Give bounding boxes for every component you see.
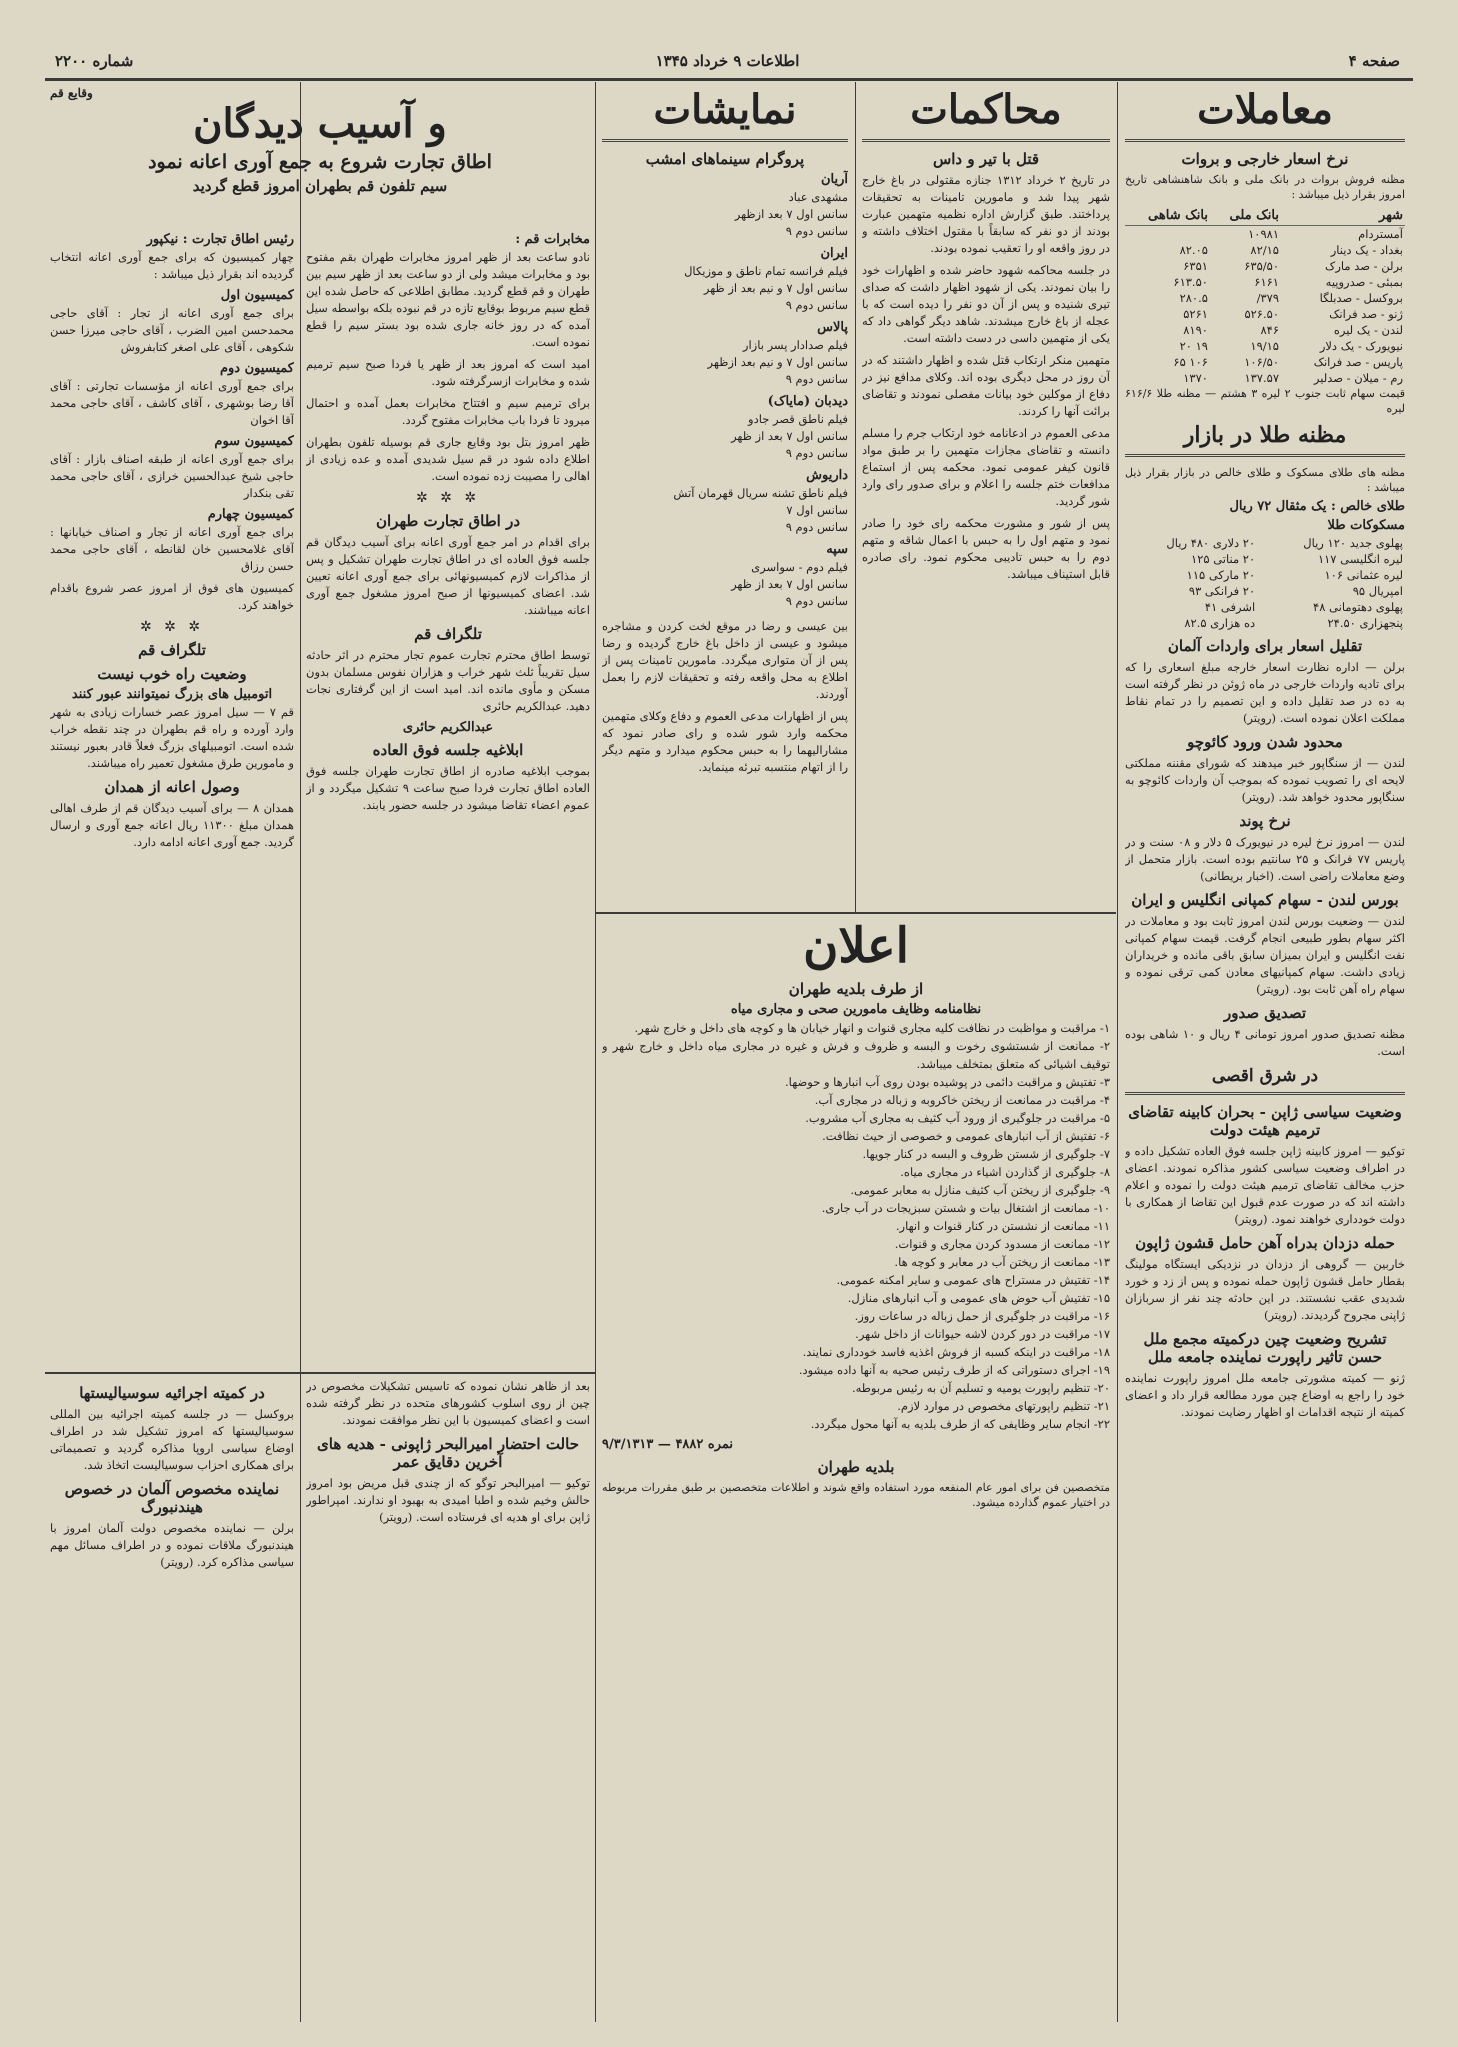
- rate-cell: ۳۷۹/: [1256, 291, 1279, 305]
- cinema-entry: [602, 320, 848, 388]
- gold-cell: ۲۰ دلاری ۴۸۰ ریال: [1166, 536, 1256, 550]
- rates-note: قیمت سهام ثابت جنوب ۲ لیره ۳ هشتم — مظنه طلا ۶۱۶/۶ لیره: [1125, 387, 1405, 415]
- list-item: ۶- تفتیش از آب انبارهای عمومی و خصوصی از حیث نظافت.: [822, 1129, 1110, 1143]
- rate-cell: پاریس - صد فرانک: [1313, 355, 1403, 369]
- gold-cell: لیره عثمانی ۱۰۶: [1324, 568, 1403, 582]
- telegram2-title: تلگراف قم: [138, 641, 206, 659]
- s2-title: محدود شدن ورود کائوچو: [1187, 733, 1343, 751]
- chamber-text: برای اقدام در امر جمع آوری اعانه برای آسیب دیدگان قم جلسه فوق العاده ای در اطاق تجارت طهران تشکیل و پس از مذاکرات لازم کمیسیونهائی برای جمع آوری اعانه تعیین شد. اعضای کمیسیونها از صبح امروز مشغول جمع آوری اعانه میباشند.: [306, 535, 590, 617]
- gold-cell: ده هزاری ۸۲.۵: [1184, 616, 1256, 630]
- rate-cell: ۶۳۵/۵۰: [1244, 259, 1279, 273]
- list-item: ۱۱- ممانعت از نشستن در کنار قنوات و انهار.: [895, 1219, 1110, 1233]
- committee-title: در کمیته اجرائیه سوسیالیستها: [79, 1384, 265, 1402]
- table-row: [1125, 354, 1405, 370]
- road-subtitle: اتومبیل های بزرگ نمیتوانند عبور کنند: [71, 687, 273, 702]
- cinema-name: پالاس: [817, 320, 848, 335]
- table-row: [1125, 338, 1405, 354]
- divider: [1117, 82, 1118, 2022]
- cinema-entry: [602, 172, 848, 240]
- announcement: [602, 918, 1110, 2018]
- table-row: [1125, 226, 1405, 243]
- rate-cell: نیویورک - یک دلار: [1319, 339, 1403, 353]
- rates-header: بانک ملی: [1210, 206, 1281, 226]
- list-item: ۱۹- اجرای دستوراتی که از طرف رئیس صحیه به آنها داده میشود.: [798, 1363, 1110, 1377]
- table-row: [1125, 583, 1405, 599]
- gold-cell: ۲۰ مارکی ۱۱۵: [1186, 568, 1256, 582]
- cinema-list: [602, 172, 848, 610]
- list-item: ۸- جلوگیری از گذاردن اشیاء در مجاری میاه.: [900, 1165, 1110, 1179]
- list-item: ۹- جلوگیری از ریختن آب کثیف منازل به معابر عمومی.: [850, 1183, 1110, 1197]
- cinema-line: فیلم دوم - سواسری: [751, 560, 848, 574]
- column-trials: [862, 86, 1110, 906]
- section-title: معاملات: [1125, 86, 1405, 142]
- gold-table: [1125, 535, 1405, 631]
- column-transactions: معاملات نرخ اسعار خارجی و بروات مظنه فروش بروات در بانک ملی و بانک شاهنشاهی تاریخ امروز بقرار ذیل میباشد : شهر بانک ملی بانک شاهی آمستردام ۱۰۹۸۱ بغداد - یک دینار ۸۲/۱۵ ۸۲.۰۵ برلن - صد مارک ۶۳۵/۵۰ ۶۳۵۱ بمبئی - صدروپیه ۶۱۶۱ ۶۱۳.۵۰ بروکسل - صدبلگا ۳۷۹/ ۲۸۰.۵ ژنو - صد فرانک ۵۲۶.۵۰ ۵۲۶۱ لندن - یک لیره ۸۴۶ ۸۱۹۰ نیویورک - یک دلار ۱۹/۱۵ ۱۹ ۲۰ پاریس - صد فرانک ۱۰۶/۵۰ ۱۰۶ ۶۵ رم - میلان - صدلیر ۱۳۷.۵۷ ۱۳۷۰ قیمت سهام ثابت جنوب ۲ لیره ۳ هشتم — مظنه طلا ۶۱۶/۶ لیره مظنه طلا در بازار مظنه های طلای مسکوک و طلای خالص در بازار بقرار ذیل میباشد : طلای خالص : یک مثقال ۷۲ ریال مسکوکات طلا پهلوی جدید ۱۲۰ ریال ۲۰ دلاری ۴۸۰ ریال لیره انگلیسی ۱۱۷ ۲۰ مناتی ۱۲۵ لیره عثمانی ۱۰۶ ۲۰ مارکی ۱۱۵ امپریال ۹۵ ۲۰ فرانکی ۹۳ پهلوی دهتومانی ۴۸ اشرفی ۴۱ پنجهزاری ۲۴.۵۰ ده هزاری ۸۲.۵ تقلیل اسعار برای واردات آلمان برلن — اداره نظارت اسعار خارجه مبلغ اسعاری را که برای تادیه واردات خارجی در ماه ژوئن در نظر گرفته است به ده در صد تقلیل داده و این تصمیم را در تمام نقاط مملکت اعلان نموده است. (رویتر) محدود شدن ورود کائوچو لندن — از سنگاپور خبر میدهند که شورای مقننه مملکتی لایحه ای را تصویب نموده که بموجب آن واردات کائوچو به سنگاپور محدود خواهد شد. (رویتر) نرخ پوند لندن — امروز نرخ لیره در نیویورک ۵ دلار و ۰۸ سنت و در پاریس ۷۷ فرانک و ۲۵ سانتیم بوده است. بازار متحمل از وضع معاملات راضی است. (اخبار بریطانی) بورس لندن - سهام کمپانی انگلیس و ایران لندن — وضعیت بورس لندن امروز ثابت بود و معاملات در اکثر سهام بطور طبیعی انجام گرفت. قیمت سهام کمپانی نفت انگلیس و ایران بمیزان سابق باقی مانده و خریداران زیادی داشت. سهام کمپانیهای معادن کمی ترقی نموده و سهام راه آهن ثابت بود. (رویتر) تصدیق صدور مظنه تصدیق صدور امروز تومانی ۴ ریال و ۱۰ شاهی بوده است. در شرق اقصی وضعیت سیاسی ژاپن - بحران کابینه تقاضای ترمیم هیئت دولت توکیو — امروز کابینه ژاپن جلسه فوق العاده تشکیل داده و در اطراف وضعیت سیاسی کشور مذاکره نمودند. اعضای حزب مخالف تقاضای ترمیم هیئت دولت را نموده و اعلام داشته اند که در صورت عدم قبول این تقاضا از همکاری با دولت خودداری خواهند نمود. (رویتر) حمله دزدان بدراه آهن حامل قشون ژاپون خاربین — گروهی از دزدان در نزدیکی ایستگاه مولینگ بقطار حامل قشون ژاپون حمله نموده و پس از زد و خورد شدیدی عقب نشستند. در این حادثه چند نفر از سربازان ژاپنی مجروح گردیدند. (رویتر) تشریح وضعیت چین درکمیته مجمع ملل حسن تاثیر راپورت نماینده جامعه ملل ژنو — کمیته مشورتی جامعه ملل امروز راپورت نماینده خود را راجع به اوضاع چین مورد مطالعه قرار داد و اعضای کمیته از نتیجه اقدامات او اظهار رضایت نمودند.: [1125, 86, 1405, 1419]
- fe1-title: وضعیت سیاسی ژاپن - بحران کابینه تقاضای ترمیم هیئت دولت: [1128, 1103, 1402, 1139]
- s5-text: مظنه تصدیق صدور امروز تومانی ۴ ریال و ۱۰ شاهی بوده است.: [1125, 1027, 1405, 1058]
- gold-pure-label: طلای خالص: [1340, 499, 1405, 514]
- separator: ✲ ✲ ✲: [415, 490, 481, 506]
- rate-cell: ۱۳۷۰: [1183, 371, 1208, 385]
- commissions-list: [50, 288, 294, 575]
- announcement-signature: بلدیه طهران: [817, 1458, 895, 1476]
- gold-cell: لیره انگلیسی ۱۱۷: [1317, 552, 1403, 566]
- rate-cell: ۱۹/۱۵: [1250, 339, 1279, 353]
- rate-cell: ۸۲.۰۵: [1179, 243, 1208, 257]
- list-item: ۳- تفتیش و مراقبت دائمی در پوشیده بودن روی آب انبارها و حوضها.: [785, 1075, 1110, 1089]
- rates-header: شهر: [1281, 206, 1405, 226]
- list-item: ۱۸- مراقبت در اینکه کسبه از فروش اغذیه فاسد خودداری نمایند.: [802, 1345, 1110, 1359]
- announcement-bottom: متخصصین فن برای امور عام المنفعه مورد استفاده واقع شوند و اطلاعات متخصصین بر طبق مقررات مربوطه در اختیار عموم گذارده میشود.: [602, 1481, 1110, 1509]
- masthead: [55, 52, 1400, 76]
- meeting-text: بموجب ابلاغیه صادره از اطاق تجارت طهران جلسه فوق العاده اطاق تجارت فردا صبح ساعت ۹ تشکیل میگردد و از عموم اعضاء تقاضا میشود در جلسه حضور یابند.: [306, 764, 590, 812]
- list-item: ۱۷- مراقبت در دور کردن لاشه حیوانات از داخل شهر.: [855, 1327, 1110, 1341]
- gold-cell: ۲۰ مناتی ۱۲۵: [1191, 552, 1256, 566]
- s1-text: برلن — اداره نظارت اسعار خارجه مبلغ اسعاری را که برای تادیه واردات خارجی در ماه ژوئن در نظر گرفته است به ده در صد تقلیل داده و این تصمیم را در تمام نقاط مملکت اعلان نموده است. (رویتر): [1125, 660, 1405, 725]
- rate-cell: بروکسل - صدبلگا: [1319, 291, 1403, 305]
- fe3-title: تشریح وضعیت چین درکمیته مجمع ملل حسن تاثیر راپورت نماینده جامعه ملل: [1143, 1330, 1387, 1366]
- table-row: [1125, 242, 1405, 258]
- divider: [595, 82, 596, 2022]
- commission-title: کمیسیون دوم: [219, 361, 294, 376]
- cinema-line: فیلم فرانسه تمام ناطق و موزیکال: [684, 264, 848, 278]
- cinema-line: سانس دوم ۹: [785, 594, 848, 608]
- rate-cell: ۱۰۶/۵۰: [1244, 355, 1279, 369]
- cinema-entry: [602, 468, 848, 536]
- case-paragraph: مدعی العموم در ادعانامه خود ارتکاب جرم را مسلم دانسته و تقاضای مجازات متهمین را بر طبق مواد قانون کیفر عمومی نمود. محکمه پس از استماع مدافعات ختم جلسه را اعلام و برای صدور رای وارد شور گردید.: [862, 426, 1110, 508]
- list-item: ۱۰- ممانعت از اشتغال بیات و شستن سبزیجات در آب جاری.: [821, 1201, 1110, 1215]
- cinema-line: مشهدی عباد: [788, 190, 848, 204]
- page-number: صفحه ۴: [1348, 52, 1400, 70]
- list-item: ۲- ممانعت از شستشوی رخوت و البسه و ظروف و فرش و غیره در مجاری میاه داخل و خارج شهر و توقیف اشیائی که متعلق بمتخلف میباشد.: [602, 1039, 1110, 1071]
- chair-name: رئیس اطاق تجارت : نیکپور: [146, 232, 294, 247]
- list-item: ۵- مراقبت در جلوگیری از ورود آب کثیف به مجاری آب مشروب.: [805, 1111, 1110, 1125]
- cinema-line: سانس دوم ۹: [785, 298, 848, 312]
- qom-subtitle: اطاق تجارت شروع به جمع آوری اعانه نمود: [148, 151, 492, 173]
- cinema-line: سانس اول ۷ و نیم بعد ازظهر: [707, 355, 848, 369]
- rate-cell: ۱۳۷.۵۷: [1244, 371, 1279, 385]
- s5-title: تصدیق صدور: [1223, 1004, 1307, 1022]
- bottom-left-block: [50, 1378, 294, 2018]
- divider: [855, 82, 856, 912]
- cinema-line: سانس دوم ۹: [785, 224, 848, 238]
- cinema-name: داریوش: [806, 468, 848, 483]
- fe3-text: ژنو — کمیته مشورتی جامعه ملل امروز راپورت نماینده خود را راجع به اوضاع چین مورد مطالعه قرار داد و اعضای کمیته از نتیجه اقدامات او اظهار رضایت نمودند.: [1125, 1371, 1405, 1419]
- telegram-text: توسط اطاق محترم تجارت عموم تجار محترم در اثر حادثه سیل تقریباً ثلث شهر خراب و هزاران نفوس مسلمان بدون مسکن و مأوی مانده اند. امید است از این گرفتاری نجات دهید. عبدالکریم حائری: [306, 648, 590, 713]
- announcement-subtitle: نظامنامه وظایف مامورین صحی و مجاری میاه: [730, 1002, 982, 1017]
- qom-paragraph: ظهر امروز بتل بود وقایع جاری قم بوسیله تلفون بطهران اطلاع داده شود در قم سیل شدیدی آمده و عده زیادی از اهالی را مصیبت زده نموده است.: [306, 435, 590, 483]
- bottom-middle-block: [306, 1378, 590, 2018]
- s3-text: لندن — امروز نرخ لیره در نیویورک ۵ دلار و ۰۸ سنت و در پاریس ۷۷ فرانک و ۲۵ سانتیم بوده است. بازار متحمل از وضع معاملات راضی است. (اخبار بریطانی): [1125, 835, 1405, 883]
- rate-cell: بمبئی - صدروپیه: [1325, 275, 1403, 289]
- table-row: [1125, 615, 1405, 631]
- qom-intro: مخابرات قم :: [515, 232, 590, 247]
- qom-column-left: [50, 228, 294, 1368]
- table-row: [1125, 258, 1405, 274]
- cinema-name: آریان: [820, 172, 848, 187]
- gold-cell: پهلوی دهتومانی ۴۸: [1313, 600, 1403, 614]
- chamber-title: در اطاق تجارت طهران: [375, 512, 520, 530]
- rate-cell: ۶۱۶۱: [1254, 275, 1279, 289]
- list-item: ۲۱- تنظیم راپورتهای مخصوص در موارد لازم.: [897, 1399, 1110, 1413]
- table-row: [1125, 290, 1405, 306]
- list-item: ۱۵- تفتیش آب حوض های عمومی و آب انبارهای منازل.: [847, 1291, 1110, 1305]
- rates-intro: مظنه فروش بروات در بانک ملی و بانک شاهنشاهی تاریخ امروز بقرار ذیل میباشد :: [1125, 173, 1405, 201]
- qom-column-middle: [306, 228, 590, 1368]
- admiral-text: توکیو — امیرالبحر توگو که از چندی قبل مریض بود امروز حالش وخیم شده و اطبا امیدی به بهبود او ندارند. امپراطور ژاپن برای او هدیه ای فرستاده است. (رویتر): [306, 1476, 590, 1524]
- divider: [45, 1372, 595, 1374]
- gold-intro: مظنه های طلای مسکوک و طلای خالص در بازار بقرار ذیل میباشد :: [1125, 466, 1405, 494]
- cinema-line: سانس اول ۷ و نیم بعد از ظهر: [703, 281, 848, 295]
- admiral-title: حالت احتضار امیرالبحر ژاپونی - هدیه های آخرین دقایق عمر: [317, 1435, 579, 1471]
- rate-cell: ۸۴۶: [1260, 323, 1279, 337]
- committee-text: بروکسل — در جلسه کمیته اجرائیه بین المللی سوسیالیستها که امروز تشکیل شد در اطراف اوضاع سیاسی اروپا مذاکره گردید و تصمیماتی برای همکاری احزاب سوسیالیست اتخاذ شد.: [50, 1407, 294, 1472]
- shows-paragraph: پس از اظهارات مدعی العموم و دفاع وکلای متهمین محکمه وارد شور شده و رای صادر نمود که مشارالیهما را به حبس محکوم میدارد و متهم دیگر را از اتهام منتسبه تبرئه مینماید.: [602, 709, 848, 774]
- section-title: محاکمات: [862, 86, 1110, 142]
- rate-cell: ژنو - صد فرانک: [1329, 307, 1403, 321]
- rate-cell: ۶۳۵۱: [1183, 259, 1208, 273]
- cinema-entry: [602, 542, 848, 610]
- cinema-line: سانس اول ۷ بعد ازظهر: [734, 207, 848, 221]
- rate-cell: لندن - یک لیره: [1333, 323, 1403, 337]
- rate-cell: بغداد - یک دینار: [1330, 243, 1403, 257]
- list-item: ۱۳- ممانعت از ریختن آب در معابر و کوچه ها.: [894, 1255, 1110, 1269]
- qom-headline: [50, 86, 590, 226]
- road-title: وضعیت راه خوب نیست: [97, 665, 247, 683]
- column-shows: [602, 86, 848, 906]
- table-row: [1125, 599, 1405, 615]
- list-item: ۷- جلوگیری از شستن ظروف و البسه در کنار جویها.: [862, 1147, 1110, 1161]
- gold-cell: پهلوی جدید ۱۲۰ ریال: [1303, 536, 1403, 550]
- far-east-title: در شرق اقصی: [1125, 1066, 1405, 1095]
- list-item: ۲۲- انجام سایر وظایفی که از طرف بلدیه به آنها محول میگردد.: [810, 1417, 1110, 1431]
- announcement-footer: نمره ۴۸۸۲ — ۹/۳/۱۳۱۳: [602, 1437, 734, 1452]
- separator: ✲ ✲ ✲: [139, 619, 205, 635]
- s2-text: لندن — از سنگاپور خبر میدهند که شورای مقننه مملکتی لایحه ای را تصویب نموده که بموجب آن واردات کائوچو به سنگاپور محدود خواهد شد. (رویتر): [1125, 756, 1405, 804]
- program-title: پروگرام سینماهای امشب: [645, 150, 805, 168]
- commissions-intro: چهار کمیسیون که برای جمع آوری اعانه انتخاب گردیده اند بقرار ذیل میباشد :: [50, 250, 294, 281]
- divider: [596, 912, 1116, 914]
- cinema-line: سانس اول ۷: [786, 503, 848, 517]
- commission-text: برای جمع آوری اعانه از مؤسسات تجارتی : آقای آقا رضا بوشهری ، آقای کاشف ، آقای حاجی محمد آقا اخوان: [50, 379, 294, 427]
- gold-cell: پنجهزاری ۲۴.۵۰: [1327, 616, 1403, 630]
- table-row: [1125, 535, 1405, 551]
- rate-cell: ۱۰۹۸۱: [1248, 227, 1279, 241]
- commission-text: برای جمع آوری اعانه از تجار و اصناف خیابانها : آقای غلامحسین خان لقانطه ، آقای حاجی محمد حسن رزاق: [50, 525, 294, 573]
- gold-cell: اشرفی ۴۱: [1204, 600, 1256, 614]
- rate-cell: ۵۲۶۱: [1183, 307, 1208, 321]
- gold-cell: امپریال ۹۵: [1352, 584, 1403, 598]
- table-row: [1125, 274, 1405, 290]
- german-title: نماینده مخصوص آلمان در خصوص هیندنبورگ: [64, 1480, 280, 1516]
- rate-cell: ۸۲/۱۵: [1250, 243, 1279, 257]
- list-item: ۱۴- تفتیش در مستراح های عمومی و سایر امکنه عمومی.: [836, 1273, 1110, 1287]
- cinema-line: سانس دوم ۹: [785, 520, 848, 534]
- s1-title: تقلیل اسعار برای واردات آلمان: [1167, 637, 1363, 655]
- commission-text: برای جمع آوری اعانه از تجار : آقای حاجی محمدحسن امین الضرب ، آقای حاجی میرزا حسن شکوهی ، آقای علی اصغر کتابفروش: [50, 306, 294, 354]
- german-text: برلن — نماینده مخصوص دولت آلمان امروز با هیندنبورگ ملاقات نموده و در اطراف مسائل مهم سیاسی مذاکره کرد. (رویتر): [50, 1521, 294, 1569]
- case-paragraph: پس از شور و مشورت محکمه رای خود را صادر نمود و متهم اول را به حبس با اعمال شاقه و متهم دوم را به حبس تادیبی محکوم نمود. رای صادره قابل استیناف میباشد.: [862, 516, 1110, 581]
- rate-cell: برلن - صد مارک: [1325, 259, 1403, 273]
- case-paragraph: در جلسه محاکمه شهود حاضر شده و اظهارات خود را بیان نمودند. یکی از شهود اظهار داشت که صدای تیری شنیده و پس از آن دو نفر را دیده است که با عجله از باغ خارج میشدند. شاهد دیگر گواهی داد که یکی از متهمین داسی در دست داشته است.: [862, 263, 1110, 345]
- rate-cell: ۲۸۰.۵: [1179, 291, 1208, 305]
- hamedan-text: همدان ۸ — برای آسیب دیدگان قم از طرف اهالی همدان مبلغ ۱۱۳۰۰ ریال اعانه جمع آوری و ارسال گردید. جمع آوری اعانه ادامه دارد.: [50, 801, 294, 849]
- qom-paragraph: برای ترمیم سیم و افتتاح مخابرات بعمل آمده و احتمال میرود تا فردا باب مخابرات مفتوح گردد.: [306, 396, 590, 427]
- rate-cell: ۱۰۶ ۶۵: [1173, 355, 1208, 369]
- gold-pure-value: یک مثقال ۷۲ ریال: [1229, 499, 1327, 514]
- cinema-name: دیدبان (مایاک): [767, 394, 848, 409]
- rate-cell: ۵۲۶.۵۰: [1244, 307, 1279, 321]
- mid-text: بعد از ظاهر نشان نموده که تاسیس تشکیلات مخصوص در چین از روی اسلوب کشورهای متحده در نظر گرفته شده است و اعضای کمیسیون با این نظر موافقت نمودند.: [306, 1379, 590, 1427]
- road-text: قم ۷ — سیل امروز عصر خسارات زیادی به شهر وارد آورده و راه قم بطهران در چند نقطه خراب شده است. اتومبیلهای بزرگ فعلاً قادر بعبور نیستند و مامورین طرق مشغول تعمیر راه میباشند.: [50, 705, 294, 770]
- announcement-list: [602, 1019, 1110, 1433]
- cinema-line: سانس دوم ۹: [785, 372, 848, 386]
- section-title: نمایشات: [602, 86, 848, 142]
- qom-sub2: سیم تلفون قم بطهران امروز قطع گردید: [192, 177, 448, 195]
- table-row: [1125, 551, 1405, 567]
- commissions-closing: کمیسیون های فوق از امروز عصر شروع باقدام خواهند کرد.: [50, 581, 294, 612]
- issue-date: اطلاعات ۹ خرداد ۱۳۴۵: [655, 52, 800, 70]
- cinema-line: سانس اول ۷ بعد از ظهر: [731, 577, 848, 591]
- list-item: ۴- مراقبت در ممانعت از ریختن خاکروبه و زباله در مجاری آب.: [814, 1093, 1110, 1107]
- s3-title: نرخ پوند: [1239, 812, 1291, 830]
- table-row: [1125, 370, 1405, 386]
- issue-number: شماره ۲۲۰۰: [55, 52, 134, 70]
- cinema-line: فیلم ناطق تشنه سریال قهرمان آتش: [673, 486, 848, 500]
- fe2-title: حمله دزدان بدراه آهن حامل قشون ژاپون: [1135, 1234, 1395, 1252]
- rate-cell: رم - میلان - صدلیر: [1313, 371, 1403, 385]
- meeting-title: ابلاغیه جلسه فوق العاده: [372, 741, 524, 759]
- cinema-line: فیلم صدادار پسر بازار: [742, 338, 848, 352]
- announcement-title: اعلان: [803, 918, 909, 974]
- commission-title: کمیسیون سوم: [214, 434, 294, 449]
- qom-label: وقایع قم: [50, 86, 93, 100]
- qom-title: و آسیب دیدگان: [193, 100, 447, 147]
- exchange-rates-table: [1125, 206, 1405, 386]
- rates-header: بانک شاهی: [1125, 206, 1210, 226]
- cinema-name: سپه: [826, 542, 848, 557]
- shows-paragraph: بین عیسی و رضا در موقع لخت کردن و مشاجره میشود و عیسی از داخل باغ خارج گردیده و رضا پس از آن متواری میگردد. مامورین تامینات پس از اطلاع به محل واقعه رفته و تحقیقات لازم را بعمل آوردند.: [602, 619, 848, 701]
- list-item: ۱- مراقبت و مواظبت در نظافت کلیه مجاری قنوات و انهار خیابان ها و کوچه های داخل و خارج شهر.: [634, 1021, 1110, 1035]
- qom-paragraph: امید است که امروز بعد از ظهر یا فردا صبح سیم ترمیم شده و مخابرات ازسرگرفته شود.: [306, 357, 590, 388]
- rate-cell: ۶۱۳.۵۰: [1173, 275, 1208, 289]
- s4-text: لندن — وضعیت بورس لندن امروز ثابت بود و معاملات در اکثر سهام بطور طبیعی انجام گرفت. قیمت سهام کمپانی نفت انگلیس و ایران بمیزان سابق باقی مانده و خریداران زیادی داشت. سهام کمپانیهای معادن کمی ترقی نموده و سهام راه آهن ثابت بود. (رویتر): [1125, 914, 1405, 996]
- fe1-text: توکیو — امروز کابینه ژاپن جلسه فوق العاده تشکیل داده و در اطراف وضعیت سیاسی کشور مذاکره نمودند. اعضای حزب مخالف تقاضای ترمیم هیئت دولت را نموده و اعلام داشته اند که در صورت عدم قبول این تقاضا از همکاری با دولت خودداری خواهند نمود. (رویتر): [1125, 1144, 1405, 1226]
- commission-text: برای جمع آوری اعانه از طبقه اصناف بازار : آقای حاجی شیخ عبدالحسین خرازی ، آقای حاجی محمد تقی بنکدار: [50, 452, 294, 500]
- list-item: ۲۰- تنظیم راپورت یومیه و تسلیم آن به رئیس مربوطه.: [851, 1381, 1110, 1395]
- gold-cell: ۲۰ فرانکی ۹۳: [1188, 584, 1256, 598]
- telegram-title: تلگراف قم: [414, 625, 482, 643]
- qom-paragraph: نادو ساعت بعد از ظهر امروز مخابرات طهران بقم مفتوح بود و مخابرات میشد ولی از دو ساعت بعد از ظهر سیم بین طهران و قم قطع گردید. مطابق اطلاعی که حاصل شده این قطع سیم مربوط بوقایع تازه در قم نبوده بلکه بواسطه سیل آمده که در روز خانه جاری شده بود بستر سیم را قطع نموده است.: [306, 250, 590, 349]
- rate-cell: [1125, 226, 1210, 243]
- cinema-line: فیلم ناطق قصر جادو: [748, 412, 848, 426]
- rates-title: نرخ اسعار خارجی و بروات: [1181, 150, 1349, 168]
- cinema-line: سانس اول ۷ بعد از ظهر: [731, 429, 848, 443]
- cinema-name: ایران: [820, 246, 848, 261]
- list-item: ۱۲- ممانعت از مسدود کردن مجاری و قنوات.: [894, 1237, 1110, 1251]
- rate-cell: آمستردام: [1358, 227, 1403, 241]
- list-item: ۱۶- مراقبت در جلوگیری از حمل زباله در ساعات روز.: [854, 1309, 1110, 1323]
- top-rule: [45, 78, 1413, 81]
- gold-coins-label: مسکوکات طلا: [1327, 518, 1405, 533]
- commission-title: کمیسیون چهارم: [207, 507, 294, 522]
- table-row: [1125, 306, 1405, 322]
- announcement-from: از طرف بلدیه طهران: [788, 980, 924, 998]
- case-paragraph: متهمین منکر ارتکاب قتل شده و اظهار داشتند که در آن روز در محل دیگری بوده اند. وکلای مدافع نیز در دفاع از موکلین خود بیانات مفصلی نمودند و تقاضای برائت آنها را کردند.: [862, 353, 1110, 418]
- case-title: قتل با تیر و داس: [932, 150, 1040, 168]
- commission-title: کمیسیون اول: [220, 288, 294, 303]
- fe2-text: خاربین — گروهی از دزدان در نزدیکی ایستگاه مولینگ بقطار حامل قشون ژاپون حمله نموده و پس از زد و خورد شدیدی عقب نشستند. در این حادثه چند نفر از سربازان ژاپنی مجروح گردیدند. (رویتر): [1125, 1257, 1405, 1322]
- cinema-entry: [602, 246, 848, 314]
- s4-title: بورس لندن - سهام کمپانی انگلیس و ایران: [1131, 891, 1399, 909]
- divider: [300, 82, 301, 1372]
- table-row: [1125, 322, 1405, 338]
- gold-title: مظنه طلا در بازار: [1125, 422, 1405, 457]
- divider: [300, 1372, 301, 2022]
- hamedan-title: وصول اعانه از همدان: [104, 778, 240, 796]
- rate-cell: ۱۹ ۲۰: [1179, 339, 1208, 353]
- cinema-line: سانس دوم ۹: [785, 446, 848, 460]
- signature: عبدالکریم حائری: [402, 720, 494, 735]
- case-paragraph: در تاریخ ۲ خرداد ۱۳۱۲ جنازه مقتولی در باغ خارج شهر پیدا شد و مامورین تامینات به تحقیقات پرداختند. طبق گزارش اداره نظمیه متهمین عبارت بودند از دو نفر که سابقاً با مقتول اختلاف داشته و در روز واقعه او را تعقیب نموده بودند.: [862, 173, 1110, 255]
- table-row: [1125, 567, 1405, 583]
- cinema-entry: [602, 394, 848, 462]
- rate-cell: ۸۱۹۰: [1183, 323, 1208, 337]
